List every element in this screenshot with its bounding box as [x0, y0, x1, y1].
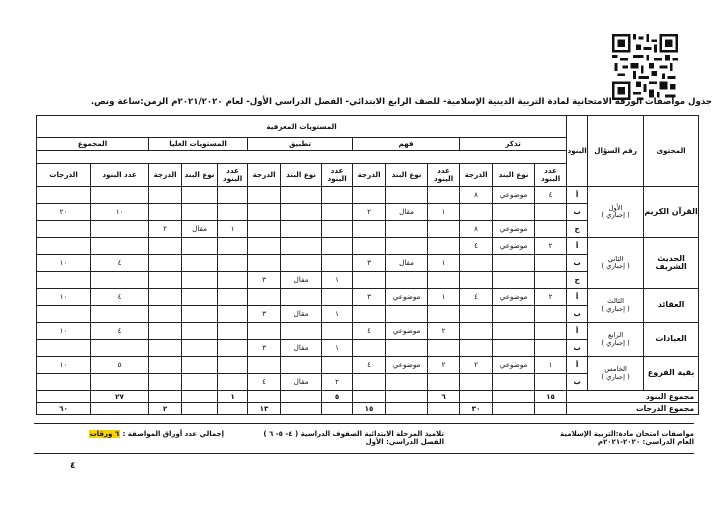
header-higher-levels: المستويات العليا	[149, 138, 248, 151]
app-score	[248, 187, 281, 204]
hi-item-count: ١	[218, 221, 248, 238]
app-item-type	[281, 204, 322, 221]
rem-score: ٨	[460, 187, 493, 204]
row-total-scores: ١٠	[37, 357, 91, 374]
rem-score	[460, 323, 493, 340]
header-score: الدرجة	[149, 164, 182, 187]
total-all-items: ٢٧	[91, 391, 149, 403]
app-item-count	[322, 255, 353, 272]
hi-item-count	[218, 255, 248, 272]
total-hi_items: ١	[218, 391, 248, 403]
content-cell: العبادات	[644, 323, 699, 357]
header-understand: فهم	[353, 138, 460, 151]
item-letter: ب	[567, 204, 588, 221]
hi-item-type	[182, 357, 218, 374]
total-app_items: ٥	[322, 391, 353, 403]
question-type: ( إجباري )	[601, 304, 630, 313]
hi-item-count	[218, 357, 248, 374]
hi-score	[149, 357, 182, 374]
hi-item-type	[182, 323, 218, 340]
app-item-type	[281, 238, 322, 255]
question-no: الرابع	[608, 331, 624, 340]
app-item-count	[322, 323, 353, 340]
und-item-count	[428, 374, 460, 391]
und-item-type	[386, 221, 428, 238]
app-score	[248, 323, 281, 340]
app-item-type: مقال	[281, 340, 322, 357]
hi-item-type	[182, 255, 218, 272]
row-total-scores: ١٠	[37, 255, 91, 272]
rem-item-count	[535, 204, 567, 221]
content-cell: القرآن الكريم	[644, 187, 699, 238]
row-total-items	[91, 238, 149, 255]
und-item-count	[428, 187, 460, 204]
rem-item-count	[535, 306, 567, 323]
totals-scores-label: مجموع الدرجات	[567, 403, 699, 415]
app-item-count	[322, 221, 353, 238]
table-row	[37, 289, 699, 306]
app-score	[248, 289, 281, 306]
row-total-items: ٤	[91, 255, 149, 272]
header-item-type: نوع البند	[281, 164, 322, 187]
rem-item-type	[493, 374, 535, 391]
hi-item-count	[218, 323, 248, 340]
header-item-type: نوع البند	[493, 164, 535, 187]
app-score: ٣	[248, 340, 281, 357]
rem-score: ٤	[460, 238, 493, 255]
row-total-scores	[37, 272, 91, 289]
footer-spec-line1: مواصفات امتحان مادة:التربية الإسلامية	[560, 430, 694, 438]
row-total-scores: ١٠	[37, 289, 91, 306]
hi-item-type	[182, 272, 218, 289]
und-item-type: مقال	[386, 204, 428, 221]
hi-item-type	[182, 340, 218, 357]
hi-score	[149, 255, 182, 272]
app-item-type	[281, 289, 322, 306]
row-total-scores	[37, 221, 91, 238]
und-item-type: موضوعي	[386, 289, 428, 306]
table-row	[37, 238, 699, 255]
rem-item-count	[535, 374, 567, 391]
question-type: ( إجباري )	[601, 338, 630, 347]
item-letter: أ	[567, 357, 588, 374]
header-item-count: عدد البنود	[428, 164, 460, 187]
table-row	[37, 357, 699, 374]
row-total-items	[91, 306, 149, 323]
und-item-count	[428, 306, 460, 323]
header-item-count: عدد البنود	[322, 164, 353, 187]
totals-items-row	[37, 391, 699, 403]
rem-item-count	[535, 272, 567, 289]
app-item-count	[322, 238, 353, 255]
und-item-type	[386, 306, 428, 323]
rem-score	[460, 272, 493, 289]
und-score	[353, 272, 386, 289]
rem-score	[460, 340, 493, 357]
hi-item-count	[218, 238, 248, 255]
app-score: ٤	[248, 374, 281, 391]
footer-students-line2: الفصل الدراسي: الأول	[365, 438, 444, 446]
app-item-type	[281, 323, 322, 340]
question-no-cell	[588, 357, 644, 391]
header-content: المحتوى	[644, 116, 699, 187]
app-item-count	[322, 357, 353, 374]
hi-item-type	[182, 306, 218, 323]
und-item-type	[386, 238, 428, 255]
question-no-cell	[588, 323, 644, 357]
hi-score	[149, 374, 182, 391]
hi-item-count	[218, 187, 248, 204]
rem-item-count	[535, 221, 567, 238]
hi-score	[149, 272, 182, 289]
app-score	[248, 238, 281, 255]
hi-item-type	[182, 187, 218, 204]
row-total-items	[91, 221, 149, 238]
row-total-scores: ١٠	[37, 323, 91, 340]
rem-item-count	[535, 323, 567, 340]
item-letter: ج	[567, 221, 588, 238]
header-question-no: رقم السؤال	[588, 116, 644, 187]
hi-item-count	[218, 289, 248, 306]
hi-item-type: مقال	[182, 221, 218, 238]
und-score: ٢	[353, 204, 386, 221]
header-score: الدرجة	[248, 164, 281, 187]
hi-item-count	[218, 272, 248, 289]
app-item-type	[281, 187, 322, 204]
header-total: المجموع	[37, 138, 149, 151]
app-score: ٣	[248, 272, 281, 289]
rem-item-type	[493, 204, 535, 221]
row-total-items: ٤	[91, 289, 149, 306]
rem-item-type	[493, 340, 535, 357]
item-letter: أ	[567, 187, 588, 204]
hi-score	[149, 238, 182, 255]
rem-item-count: ٢	[535, 289, 567, 306]
hi-score	[149, 204, 182, 221]
question-no-cell	[588, 289, 644, 323]
rem-item-type: موضوعي	[493, 221, 535, 238]
rem-score: ٨	[460, 221, 493, 238]
app-item-count	[322, 289, 353, 306]
footer-rule-top	[34, 423, 694, 424]
item-letter: ب	[567, 255, 588, 272]
header-apply: تطبيق	[248, 138, 353, 151]
footer-students-block	[234, 430, 444, 446]
app-item-count: ١	[322, 306, 353, 323]
und-score: ٤	[353, 357, 386, 374]
totals-items-label: مجموع البنود	[567, 391, 699, 403]
app-item-count	[322, 204, 353, 221]
und-item-count: ١	[428, 204, 460, 221]
row-total-items: ١٠	[91, 204, 149, 221]
header-item-count: عدد البنود	[218, 164, 248, 187]
footer-sheets-label: إجمالي عدد أوراق المواصفة :	[122, 430, 224, 438]
question-no: الأول	[608, 203, 623, 212]
und-item-count: ١	[428, 255, 460, 272]
row-total-scores	[37, 340, 91, 357]
und-item-count	[428, 221, 460, 238]
header-score: الدرجة	[353, 164, 386, 187]
rem-item-type	[493, 323, 535, 340]
footer-sheets-value: ٦ ورقات	[89, 430, 120, 438]
und-item-type: موضوعي	[386, 357, 428, 374]
rem-item-count: ٤	[535, 187, 567, 204]
rem-item-count	[535, 255, 567, 272]
app-item-type: مقال	[281, 272, 322, 289]
question-type: ( إجباري )	[601, 211, 630, 219]
header-cognitive-levels: المستويات المعرفية	[37, 116, 567, 138]
hi-score	[149, 340, 182, 357]
und-score	[353, 374, 386, 391]
total-hi_scores: ٢	[149, 403, 182, 415]
und-item-type	[386, 272, 428, 289]
rem-item-count: ١	[535, 357, 567, 374]
app-score	[248, 255, 281, 272]
question-type: ( إجباري )	[601, 372, 630, 381]
row-total-items	[91, 187, 149, 204]
hi-item-type	[182, 374, 218, 391]
total-und_items: ٦	[428, 391, 460, 403]
rem-item-type: موضوعي	[493, 238, 535, 255]
content-cell: الحديث الشريف	[644, 238, 699, 289]
app-item-type	[281, 221, 322, 238]
hi-item-count	[218, 340, 248, 357]
und-score	[353, 187, 386, 204]
und-score	[353, 221, 386, 238]
und-score: ٤	[353, 323, 386, 340]
row-total-scores	[37, 374, 91, 391]
total-rem_items: ١٥	[535, 391, 567, 403]
item-letter: أ	[567, 289, 588, 306]
page-title: جدول مواصفات الورقة الامتحانية لمادة التربية الدينية الإسلامية- للصف الرابع الابتدائي- الفصل الدراسي الأول- لعام ٢٠٢١/٢٠٢٠م الزمن:ساعة ونص.	[90, 97, 712, 107]
row-total-scores	[37, 187, 91, 204]
app-score	[248, 204, 281, 221]
rem-item-type: موضوعي	[493, 357, 535, 374]
hi-score	[149, 306, 182, 323]
hi-score	[149, 323, 182, 340]
und-item-count: ١	[428, 289, 460, 306]
und-score	[353, 340, 386, 357]
row-total-items	[91, 374, 149, 391]
und-score: ٣	[353, 289, 386, 306]
header-score: الدرجة	[460, 164, 493, 187]
question-no-cell	[588, 238, 644, 289]
und-item-type	[386, 340, 428, 357]
rem-score	[460, 255, 493, 272]
footer-spec-line2: العام الدراسي: ٢٠٢٠-٢٠٢١م	[597, 438, 694, 446]
rem-score: ٤	[460, 289, 493, 306]
header-item-count: عدد البنود	[535, 164, 567, 187]
app-item-type	[281, 357, 322, 374]
item-letter: ب	[567, 306, 588, 323]
qr-code	[612, 34, 678, 100]
und-score	[353, 238, 386, 255]
totals-scores-row	[37, 403, 699, 415]
und-score	[353, 306, 386, 323]
item-letter: ب	[567, 340, 588, 357]
row-total-items: ٤	[91, 323, 149, 340]
hi-item-count	[218, 306, 248, 323]
footer-students-line1: تلاميذ المرحلة الابتدائية الصفوف الدراسية ( ٤- ٥- ٦ )	[263, 430, 444, 438]
rem-score	[460, 374, 493, 391]
und-item-count	[428, 272, 460, 289]
app-score: ٣	[248, 306, 281, 323]
rem-item-type	[493, 306, 535, 323]
und-item-count: ٢	[428, 357, 460, 374]
hi-item-count	[218, 374, 248, 391]
header-item-count: عدد البنود	[91, 164, 149, 187]
und-item-count: ٢	[428, 323, 460, 340]
und-item-type	[386, 187, 428, 204]
rem-score: ٢	[460, 357, 493, 374]
row-total-scores: ٢٠	[37, 204, 91, 221]
hi-item-type	[182, 289, 218, 306]
app-score	[248, 221, 281, 238]
question-no-cell	[588, 187, 644, 238]
header-item-type: نوع البند	[386, 164, 428, 187]
total-rem_scores: ٣٠	[460, 403, 493, 415]
question-no: الخامس	[604, 365, 627, 374]
item-letter: أ	[567, 238, 588, 255]
rem-item-count	[535, 340, 567, 357]
hi-score: ٢	[149, 221, 182, 238]
content-cell: بقية الفروع	[644, 357, 699, 391]
footer-rule-bottom	[34, 453, 694, 454]
und-item-count	[428, 340, 460, 357]
row-total-scores	[37, 306, 91, 323]
app-item-count: ٢	[322, 374, 353, 391]
question-no: الثالث	[607, 297, 624, 306]
total-und_scores: ١٥	[353, 403, 386, 415]
app-score	[248, 357, 281, 374]
app-item-count: ١	[322, 340, 353, 357]
app-item-count	[322, 187, 353, 204]
item-letter: ب	[567, 374, 588, 391]
header-scores: الدرجات	[37, 164, 91, 187]
rem-item-type: موضوعي	[493, 289, 535, 306]
total-app_scores: ١٣	[248, 403, 281, 415]
row-total-items	[91, 272, 149, 289]
footer-sheets-block	[34, 430, 224, 438]
row-total-items	[91, 340, 149, 357]
page-number: ٤	[70, 461, 76, 471]
und-item-count	[428, 238, 460, 255]
header-remember: تذكر	[460, 138, 567, 151]
app-item-type	[281, 255, 322, 272]
hi-item-type	[182, 204, 218, 221]
table-row	[37, 323, 699, 340]
row-total-items: ٥	[91, 357, 149, 374]
rem-item-type	[493, 255, 535, 272]
header-items: البنود	[567, 116, 588, 187]
question-type: ( إجباري )	[601, 262, 630, 270]
item-letter: ج	[567, 272, 588, 289]
table-row	[37, 187, 699, 204]
app-item-type: مقال	[281, 306, 322, 323]
item-letter: أ	[567, 323, 588, 340]
rem-item-type	[493, 272, 535, 289]
rem-item-count: ٢	[535, 238, 567, 255]
row-total-scores	[37, 238, 91, 255]
und-item-type: موضوعي	[386, 323, 428, 340]
und-score: ٣	[353, 255, 386, 272]
app-item-count: ١	[322, 272, 353, 289]
rem-score	[460, 204, 493, 221]
hi-item-count	[218, 204, 248, 221]
rem-item-type: موضوعي	[493, 187, 535, 204]
hi-item-type	[182, 238, 218, 255]
und-item-type: مقال	[386, 255, 428, 272]
total-all-scores: ٦٠	[37, 403, 91, 415]
hi-score	[149, 187, 182, 204]
footer-spec-block	[494, 430, 694, 446]
app-item-type: مقال	[281, 374, 322, 391]
und-item-type	[386, 374, 428, 391]
rem-score	[460, 306, 493, 323]
content-cell: العقائد	[644, 289, 699, 323]
specification-table	[36, 115, 699, 415]
question-no: الثاني	[607, 254, 624, 263]
hi-score	[149, 289, 182, 306]
header-item-type: نوع البند	[182, 164, 218, 187]
